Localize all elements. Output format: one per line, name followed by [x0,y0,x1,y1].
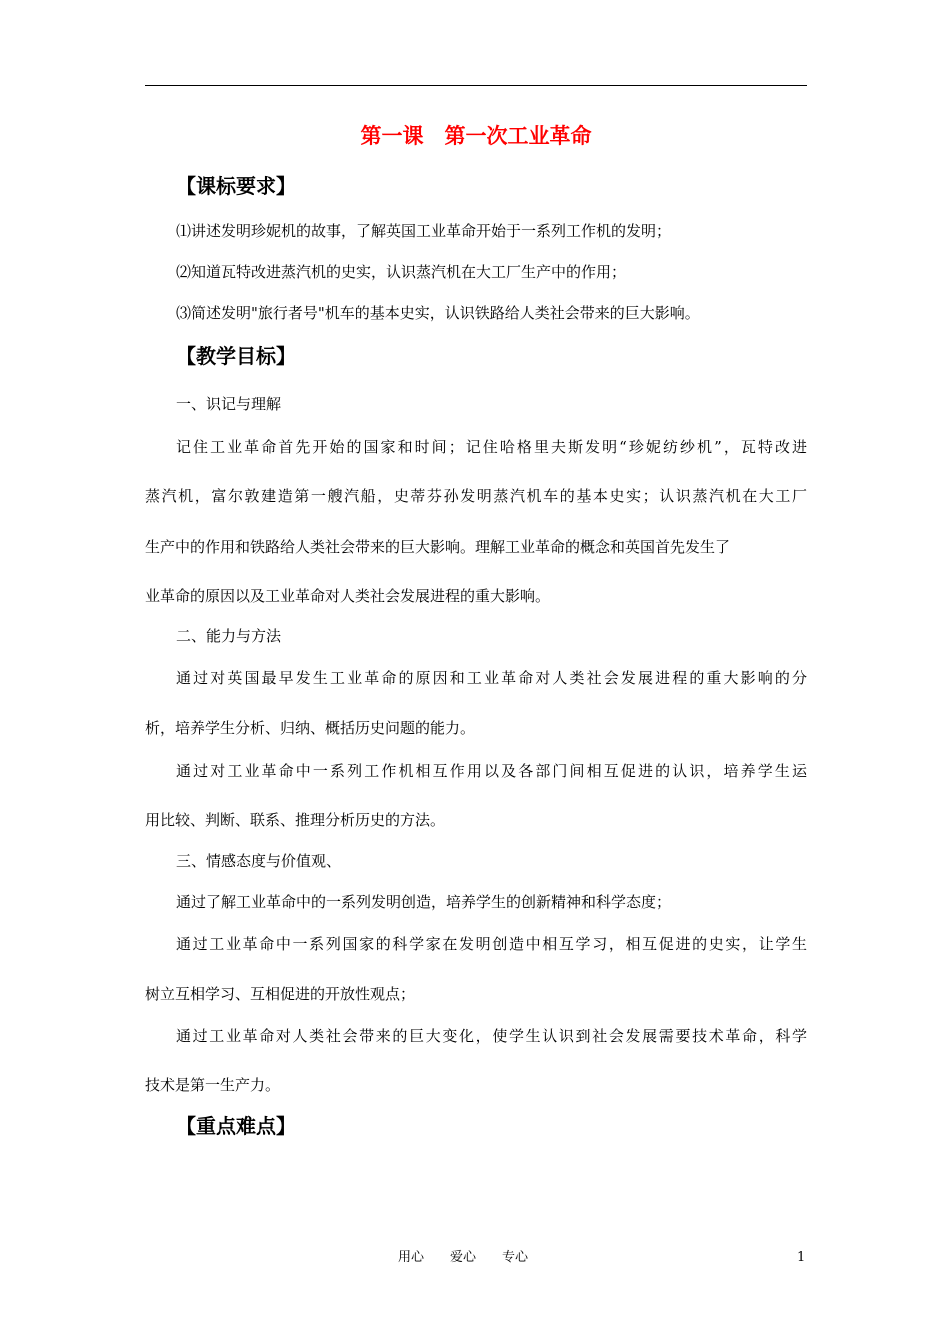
subheading-values: 三、情感态度与价值观、 [176,852,342,870]
paragraph-line: 析，培养学生分析、归纳、概括历史问题的能力。 [145,719,476,737]
paragraph-line: 蒸汽机，富尔敦建造第一艘汽船，史蒂芬孙发明蒸汽机车的基本史实；认识蒸汽机在大工厂 [145,487,807,505]
paragraph-line: 树立互相学习、互相促进的开放性观点； [145,985,416,1003]
paragraph-line: 通过对英国最早发生工业革命的原因和工业革命对人类社会发展进程的重大影响的分 [176,669,807,687]
standard-item-3: ⑶简述发明"旅行者号"机车的基本史实，认识铁路给人类社会带来的巨大影响。 [176,304,700,322]
standard-item-2: ⑵知道瓦特改进蒸汽机的史实，认识蒸汽机在大工厂生产中的作用； [176,263,627,281]
subheading-ability: 二、能力与方法 [176,627,282,645]
paragraph-line: 技术是第一生产力。 [145,1076,281,1094]
footer-motto: 用心 爱心 专心 [398,1250,529,1265]
heading-keypoints: 【重点难点】 [176,1114,296,1138]
heading-objectives: 【教学目标】 [176,344,296,368]
subheading-knowledge: 一、识记与理解 [176,395,282,413]
paragraph-line: 生产中的作用和铁路给人类社会带来的巨大影响。理解工业革命的概念和英国首先发生了 [145,538,731,556]
paragraph-line: 通过对工业革命中一系列工作机相互作用以及各部门间相互促进的认识，培养学生运 [176,762,807,780]
paragraph-line: 通过了解工业革命中的一系列发明创造，培养学生的创新精神和科学态度； [176,893,672,911]
paragraph-line: 业革命的原因以及工业革命对人类社会发展进程的重大影响。 [145,587,551,605]
paragraph-line: 通过工业革命对人类社会带来的巨大变化，使学生认识到社会发展需要技术革命，科学 [176,1027,807,1045]
paragraph-line: 用比较、判断、联系、推理分析历史的方法。 [145,811,446,829]
paragraph-line: 记住工业革命首先开始的国家和时间；记住哈格里夫斯发明“珍妮纺纱机”，瓦特改进 [176,438,807,456]
page-number: 1 [797,1250,806,1265]
lesson-title: 第一课 第一次工业革命 [360,124,592,148]
header-rule [145,85,807,86]
heading-standards: 【课标要求】 [176,174,296,198]
paragraph-line: 通过工业革命中一系列国家的科学家在发明创造中相互学习，相互促进的史实，让学生 [176,935,807,953]
standard-item-1: ⑴讲述发明珍妮机的故事，了解英国工业革命开始于一系列工作机的发明； [176,222,672,240]
